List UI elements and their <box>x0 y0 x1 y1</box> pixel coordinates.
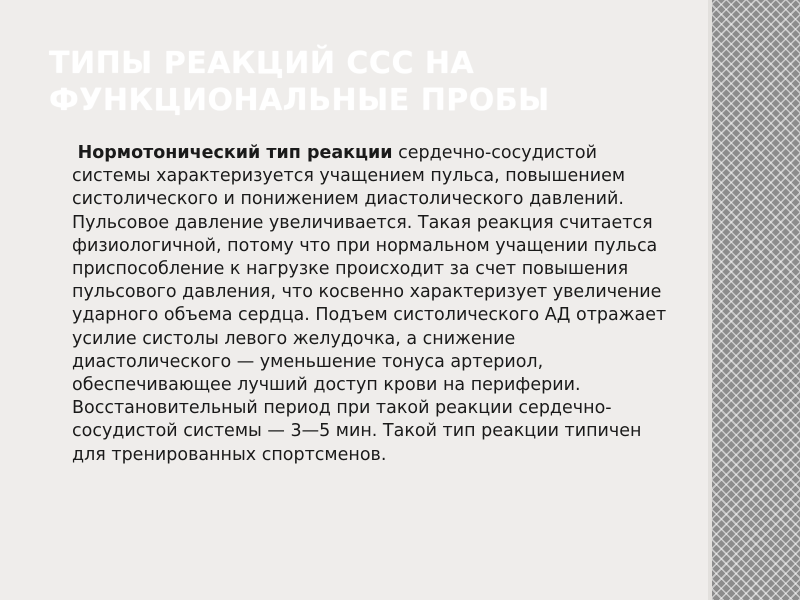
decorative-stripe <box>712 0 800 600</box>
body-bold-term: Нормотонический тип реакции <box>77 143 393 163</box>
slide-body <box>72 142 672 467</box>
body-text: сердечно-сосудистой системы характеризуется учащением пульса, повышением систолического и понижением диастолического давлений. Пульсовое давление увеличивается. Такая реакция считается физиологичной, потому что при нормальном учащении пульса приспособление к нагрузке происходит за счет повышения пульсового давления, что косвенно характеризует увеличение ударного объема сердца. Подъем систолического АД отражает усилие систолы левого желудочка, а снижение диастолического — уменьшение тонуса артериол, обеспечивающее лучший доступ крови на периферии. Восстановительный период при такой реакции сердечно-сосудистой системы — 3—5 мин. Такой тип реакции типичен для тренированных спортсменов. <box>72 143 667 465</box>
slide-title: ТИПЫ РЕАКЦИЙ ССС НА ФУНКЦИОНАЛЬНЫЕ ПРОБЫ <box>49 46 550 118</box>
